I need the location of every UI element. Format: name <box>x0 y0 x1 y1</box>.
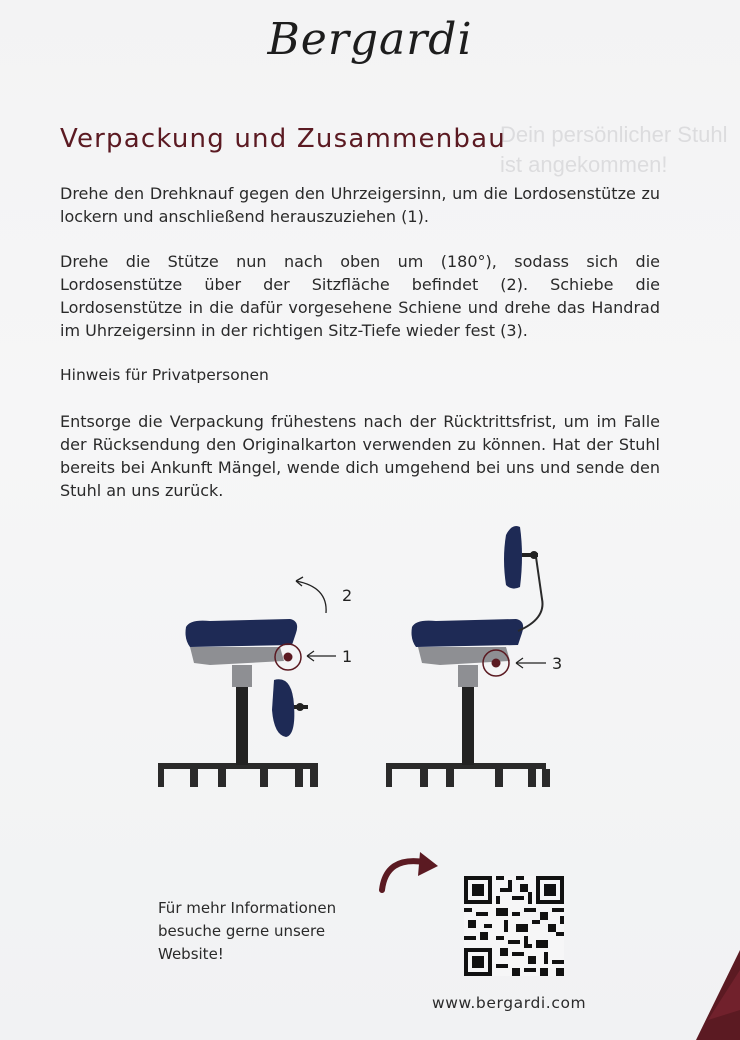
label-3: 3 <box>552 654 563 673</box>
page-title: Verpackung und Zusammenbau <box>60 124 506 154</box>
label-1: 1 <box>342 647 353 666</box>
assembly-illustration <box>150 515 570 795</box>
instruction-step-2: Drehe die Stütze nun nach oben um (180°), sodass sich die Lordosenstütze über der Sitzfläche befindet (2). Schiebe die Lordosenstütze in die dafür vorgesehene Schiene und drehe das Handrad im Uhrzeigersinn in der richtigen Sitz-Tiefe wieder fest (3). <box>60 252 660 340</box>
chair-step-1 <box>158 577 352 787</box>
bleed-through-text: Dein persönlicher Stuhl ist angekommen! <box>500 122 728 177</box>
notice-text: Entsorge die Verpackung frühestens nach der Rücktrittsfrist, um im Falle der Rücksendung den Originalkarton verwenden zu können. Hat der Stuhl bereits bei Ankunft Mängel, wende dich umgehend bei uns und sende den Stuhl an uns zurück. <box>60 412 660 500</box>
website-link[interactable]: www.bergardi.com <box>432 994 587 1012</box>
notice-heading: Hinweis für Privatpersonen <box>60 366 269 384</box>
qr-code[interactable] <box>464 876 564 976</box>
brand-logo: Bergardi <box>267 14 473 65</box>
instruction-step-1: Drehe den Drehknauf gegen den Uhrzeigersinn, um die Lordosenstütze zu lockern und anschließend herauszuziehen (1). <box>60 184 660 226</box>
curved-arrow-icon <box>376 848 446 898</box>
chair-step-3 <box>386 526 562 787</box>
corner-decoration <box>696 950 740 1040</box>
label-2: 2 <box>342 586 353 605</box>
more-info-text: Für mehr Informationen besuche gerne unsere Website! <box>158 899 337 963</box>
